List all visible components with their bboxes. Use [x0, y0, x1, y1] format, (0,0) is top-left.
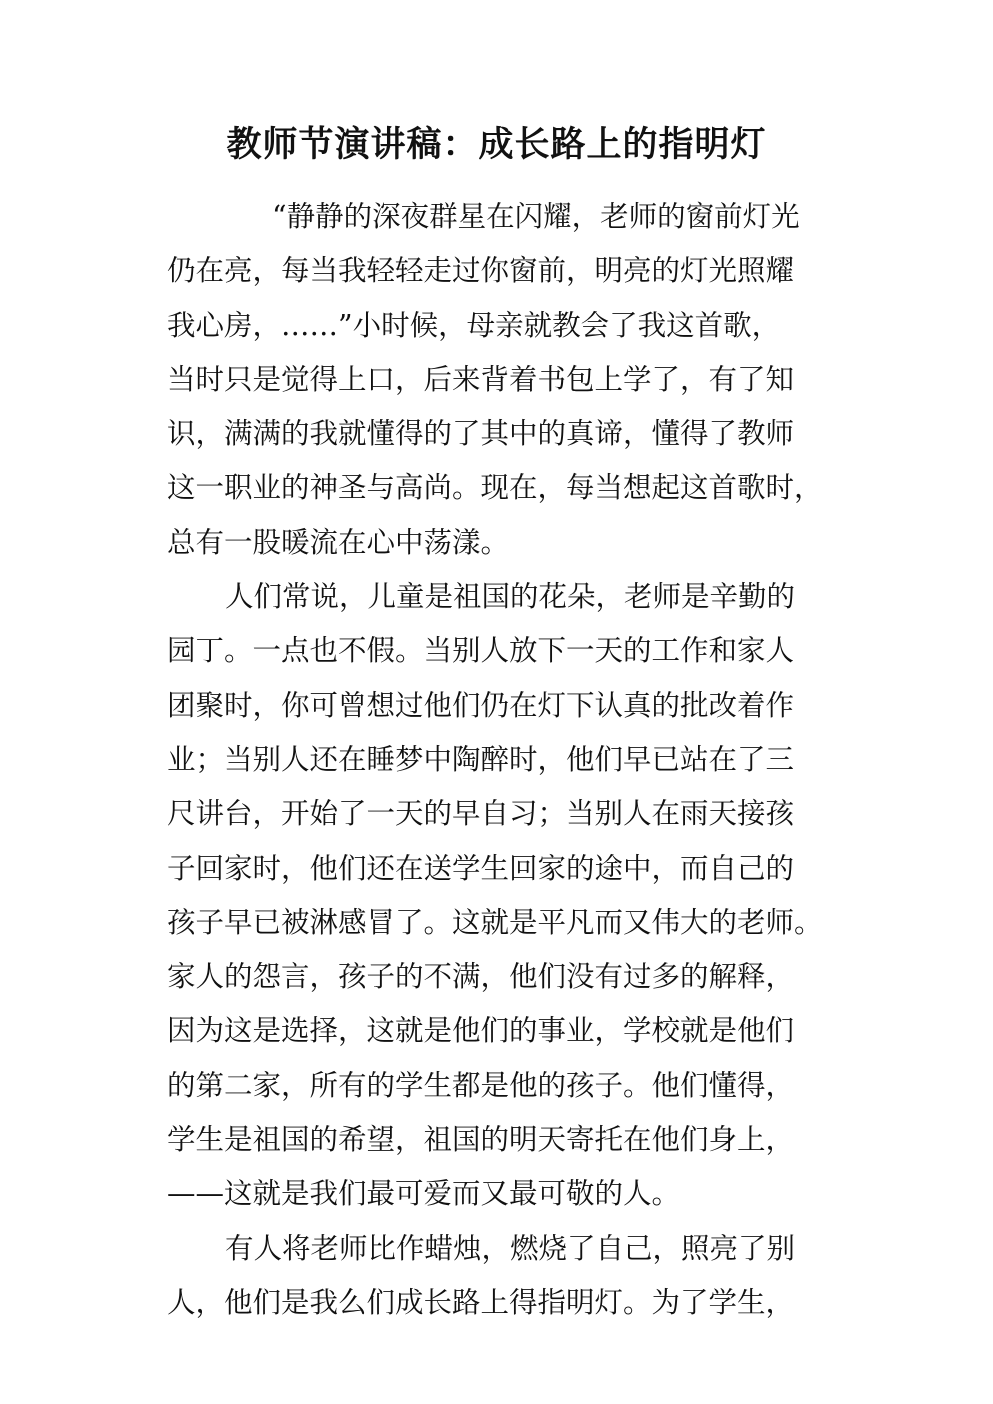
paragraph-line: 业；当别人还在睡梦中陶醉时，他们早已站在了三 [167, 742, 795, 776]
paragraph-line: “静静的深夜群星在闪耀，老师的窗前灯光 [272, 200, 800, 233]
paragraph-line: 的第二家，所有的学生都是他的孩子。他们懂得， [167, 1068, 795, 1102]
document-title: 教师节演讲稿：成长路上的指明灯 [226, 125, 767, 165]
paragraph-line: 人们常说，儿童是祖国的花朵，老师是辛勤的 [225, 580, 796, 614]
paragraph-line: 孩子早已被淋感冒了。这就是平凡而又伟大的老师。 [167, 905, 823, 939]
paragraph-line: 总有一股暖流在心中荡漾。 [167, 525, 510, 559]
paragraph-line: 子回家时，他们还在送学生回家的途中，而自己的 [167, 851, 795, 885]
paragraph-line: 我心房，……”小时候，母亲就教会了我这首歌， [167, 308, 781, 342]
paragraph-line: 因为这是选择，这就是他们的事业，学校就是他们 [167, 1014, 795, 1048]
paragraph-line: 园丁。一点也不假。当别人放下一天的工作和家人 [167, 634, 795, 668]
paragraph-line: ——这就是我们最可爱而又最可敬的人。 [167, 1177, 681, 1211]
paragraph-line: 这一职业的神圣与高尚。现在，每当想起这首歌时， [167, 471, 823, 505]
paragraph-line: 仍在亮，每当我轻轻走过你窗前，明亮的灯光照耀 [167, 254, 795, 288]
paragraph-line: 识，满满的我就懂得的了其中的真谛，懂得了教师 [167, 417, 795, 451]
paragraph-line: 学生是祖国的希望，祖国的明天寄托在他们身上， [167, 1123, 795, 1157]
document-body [167, 190, 857, 1330]
paragraph-line: 有人将老师比作蜡烛，燃烧了自己，照亮了别 [225, 1231, 796, 1265]
paragraph-line: 团聚时，你可曾想过他们仍在灯下认真的批改着作 [167, 688, 795, 722]
paragraph-line: 人，他们是我么们成长路上得指明灯。为了学生， [167, 1285, 795, 1319]
paragraph-line: 尺讲台，开始了一天的早自习；当别人在雨天接孩 [167, 797, 795, 831]
paragraph-line: 家人的怨言，孩子的不满，他们没有过多的解释， [167, 960, 795, 994]
paragraph-line: 当时只是觉得上口，后来背着书包上学了，有了知 [167, 362, 795, 396]
